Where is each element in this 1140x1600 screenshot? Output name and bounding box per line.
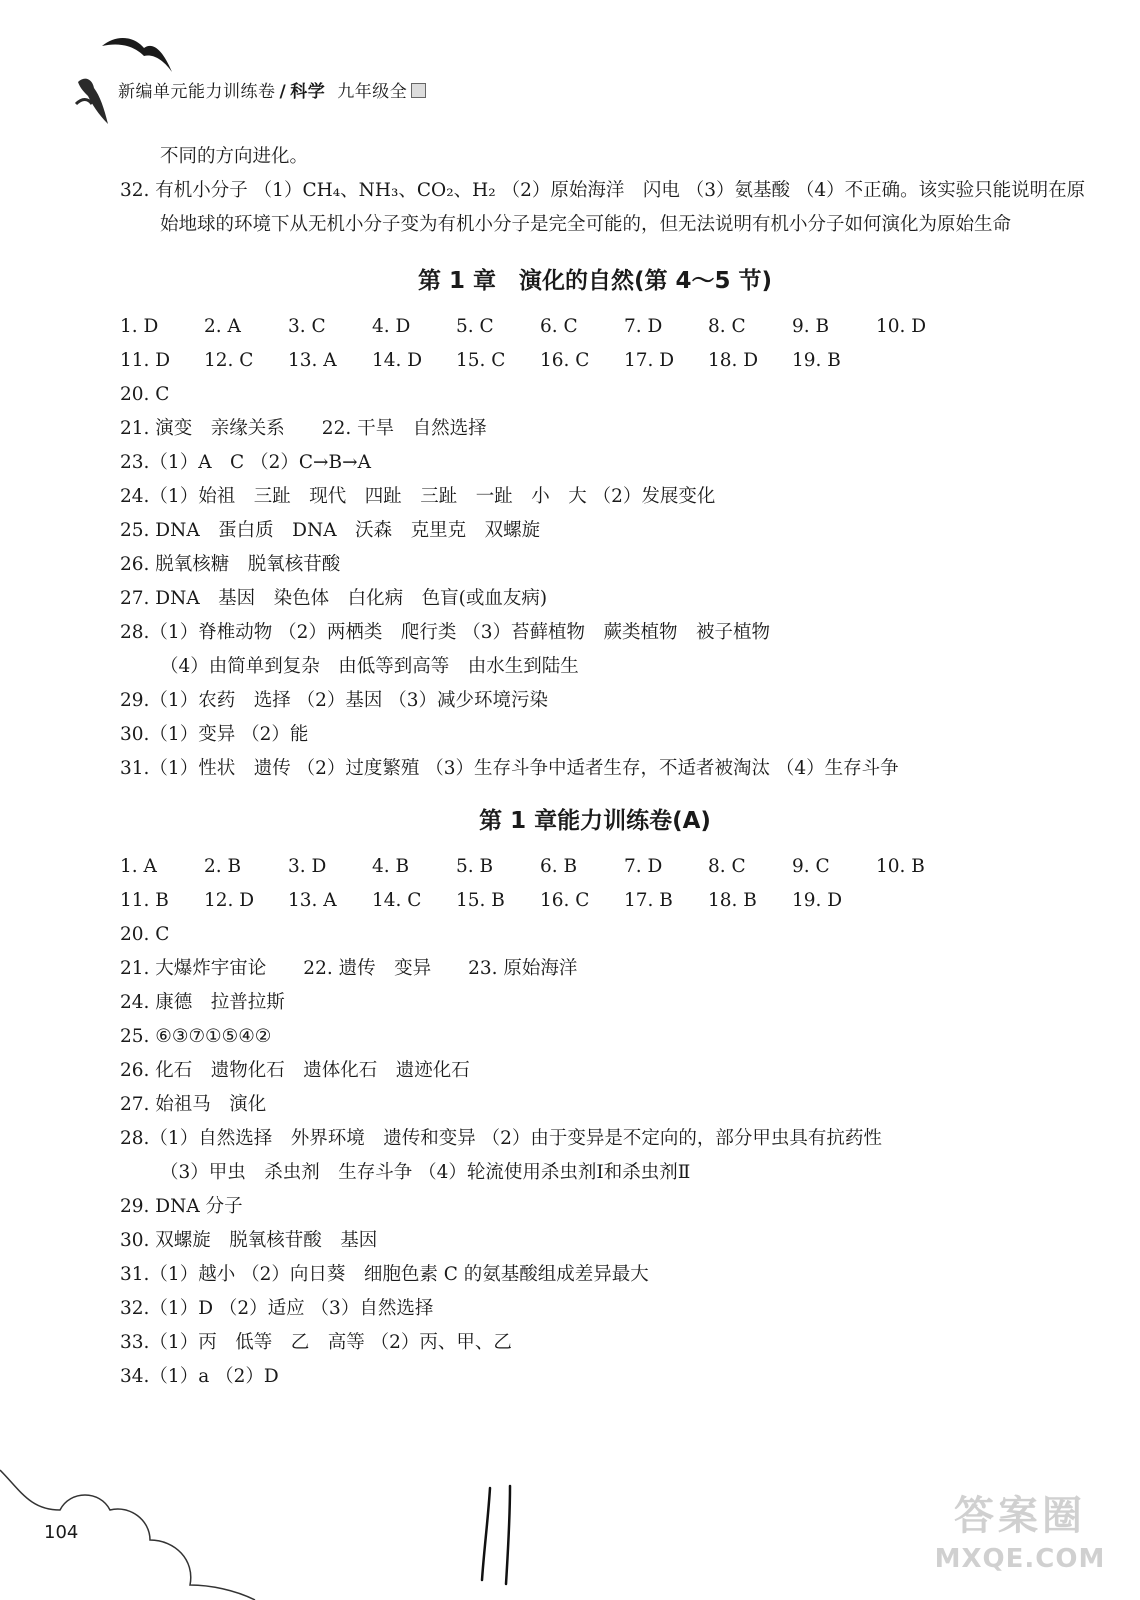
answer-content [120,140,1086,1394]
mc-answer: 15. C [456,350,506,371]
answer-line: 27. DNA 基因 染色体 白化病 色盲(或血友病) [120,588,548,609]
mc-answer: 14. D [372,350,423,371]
flying-bird-icon [100,32,180,76]
answer-line: 32. 有机小分子 （1）CH₄、NH₃、CO₂、H₂ （2）原始海洋 闪电 （3）氨基酸 （4）不正确。该实验只能说明在原始地球的环境下从无机小分子变为有机小分子是完全可能的，但无法说明有机小分子如何演化为原始生命 [120,180,1086,235]
answer-line: 33.（1）丙 低等 乙 高等 （2）丙、甲、乙 [120,1332,512,1353]
volume-tag-icon [411,83,426,98]
mc-answer: 19. B [792,350,841,371]
mc-answer: 19. D [792,890,843,911]
mc-answer: 15. B [456,890,505,911]
mc-answer: 7. D [624,856,663,877]
answer-line: 32.（1）D （2）适应 （3）自然选择 [120,1298,434,1319]
answer-line: 21. 大爆炸宇宙论 22. 遗传 变异 23. 原始海洋 [120,958,578,979]
answer-line: 25. DNA 蛋白质 DNA 沃森 克里克 双螺旋 [120,520,541,541]
mc-answer: 8. C [708,856,746,877]
answer-line: 24.（1）始祖 三趾 现代 四趾 三趾 一趾 小 大 （2）发展变化 [120,486,716,507]
mc-answer: 2. A [204,316,241,337]
mc-answer: 11. B [120,890,169,911]
answer-line: 28.（1）脊椎动物 （2）两栖类 爬行类 （3）苔藓植物 蕨类植物 被子植物 [120,622,770,643]
bird-ornament-icon [74,74,114,128]
title-separator: / [279,82,287,102]
series-name: 新编单元能力训练卷 [118,82,276,102]
mc-answer: 18. D [708,350,759,371]
mc-answer: 12. C [204,350,254,371]
mc-answer: 5. B [456,856,494,877]
page-number: 104 [44,1522,79,1543]
answer-line: 27. 始祖马 演化 [120,1094,267,1115]
answer-line: 24. 康德 拉普拉斯 [120,992,285,1013]
answer-line: 30. 双螺旋 脱氧核苷酸 基因 [120,1230,378,1251]
answer-line: 25. ⑥③⑦①⑤④② [120,1026,272,1047]
answer-line: 29. DNA 分子 [120,1196,243,1217]
answer-line: 31.（1）越小 （2）向日葵 细胞色素 C 的氨基酸组成差异最大 [120,1264,649,1285]
mc-answer: 3. C [288,316,326,337]
book-title [118,77,426,102]
answer-line: 21. 演变 亲缘关系 22. 干旱 自然选择 [120,418,487,439]
mc-answer: 6. C [540,316,578,337]
answer-line: 34.（1）a （2）D [120,1366,279,1387]
mc-answer: 5. C [456,316,494,337]
watermark-text-bottom: MXQE.COM [934,1544,1106,1574]
mc-answer: 16. C [540,350,590,371]
watermark-logo [920,1490,1120,1590]
section-title: 第 1 章能力训练卷(A) [479,808,711,834]
multiple-choice-row [120,850,1080,884]
mc-answer: 10. D [876,316,927,337]
cloud-ornament-icon [0,1450,260,1600]
answer-line: （3）甲虫 杀虫剂 生存斗争 （4）轮流使用杀虫剂Ⅰ和杀虫剂Ⅱ [160,1162,691,1183]
mc-answer: 4. B [372,856,410,877]
mc-answer: 13. A [288,350,337,371]
mc-answer: 1. A [120,856,157,877]
answer-line: 20. C [120,384,170,405]
watermark-text-top: 答案圈 [954,1493,1086,1539]
multiple-choice-row [120,344,1080,378]
mc-answer: 3. D [288,856,327,877]
mc-answer: 14. C [372,890,422,911]
mc-answer: 10. B [876,856,925,877]
subject-name: 科学 [290,82,326,102]
answer-line: 28.（1）自然选择 外界环境 遗传和变异 （2）由于变异是不定向的，部分甲虫具有抗药性 [120,1128,882,1149]
mc-answer: 6. B [540,856,578,877]
mc-answer: 17. B [624,890,673,911]
mc-answer: 9. C [792,856,830,877]
answer-line: 30.（1）变异 （2）能 [120,724,309,745]
answer-line: 20. C [120,924,170,945]
answer-line: 26. 脱氧核糖 脱氧核苷酸 [120,554,341,575]
multiple-choice-row [120,884,1080,918]
answer-line: 23.（1）A C （2）C→B→A [120,452,371,473]
answer-line: （4）由简单到复杂 由低等到高等 由水生到陆生 [160,656,579,677]
mc-answer: 11. D [120,350,171,371]
answer-line: 不同的方向进化。 [160,146,309,167]
mc-answer: 9. B [792,316,830,337]
mc-answer: 16. C [540,890,590,911]
answer-line: 26. 化石 遗物化石 遗体化石 遗迹化石 [120,1060,470,1081]
mc-answer: 1. D [120,316,159,337]
mc-answer: 13. A [288,890,337,911]
mc-answer: 12. D [204,890,255,911]
section-title: 第 1 章 演化的自然(第 4～5 节) [417,268,773,294]
mc-answer: 18. B [708,890,757,911]
mc-answer: 17. D [624,350,675,371]
handwritten-mark [470,1480,530,1590]
grade-label: 九年级全 [337,82,408,102]
mc-answer: 7. D [624,316,663,337]
mc-answer: 4. D [372,316,411,337]
multiple-choice-row [120,310,1080,344]
mc-answer: 2. B [204,856,242,877]
answer-line: 29.（1）农药 选择 （2）基因 （3）减少环境污染 [120,690,548,711]
mc-answer: 8. C [708,316,746,337]
page-header [70,22,490,112]
answer-line: 31.（1）性状 遗传 （2）过度繁殖 （3）生存斗争中适者生存，不适者被淘汰 （4）生存斗争 [120,758,899,779]
